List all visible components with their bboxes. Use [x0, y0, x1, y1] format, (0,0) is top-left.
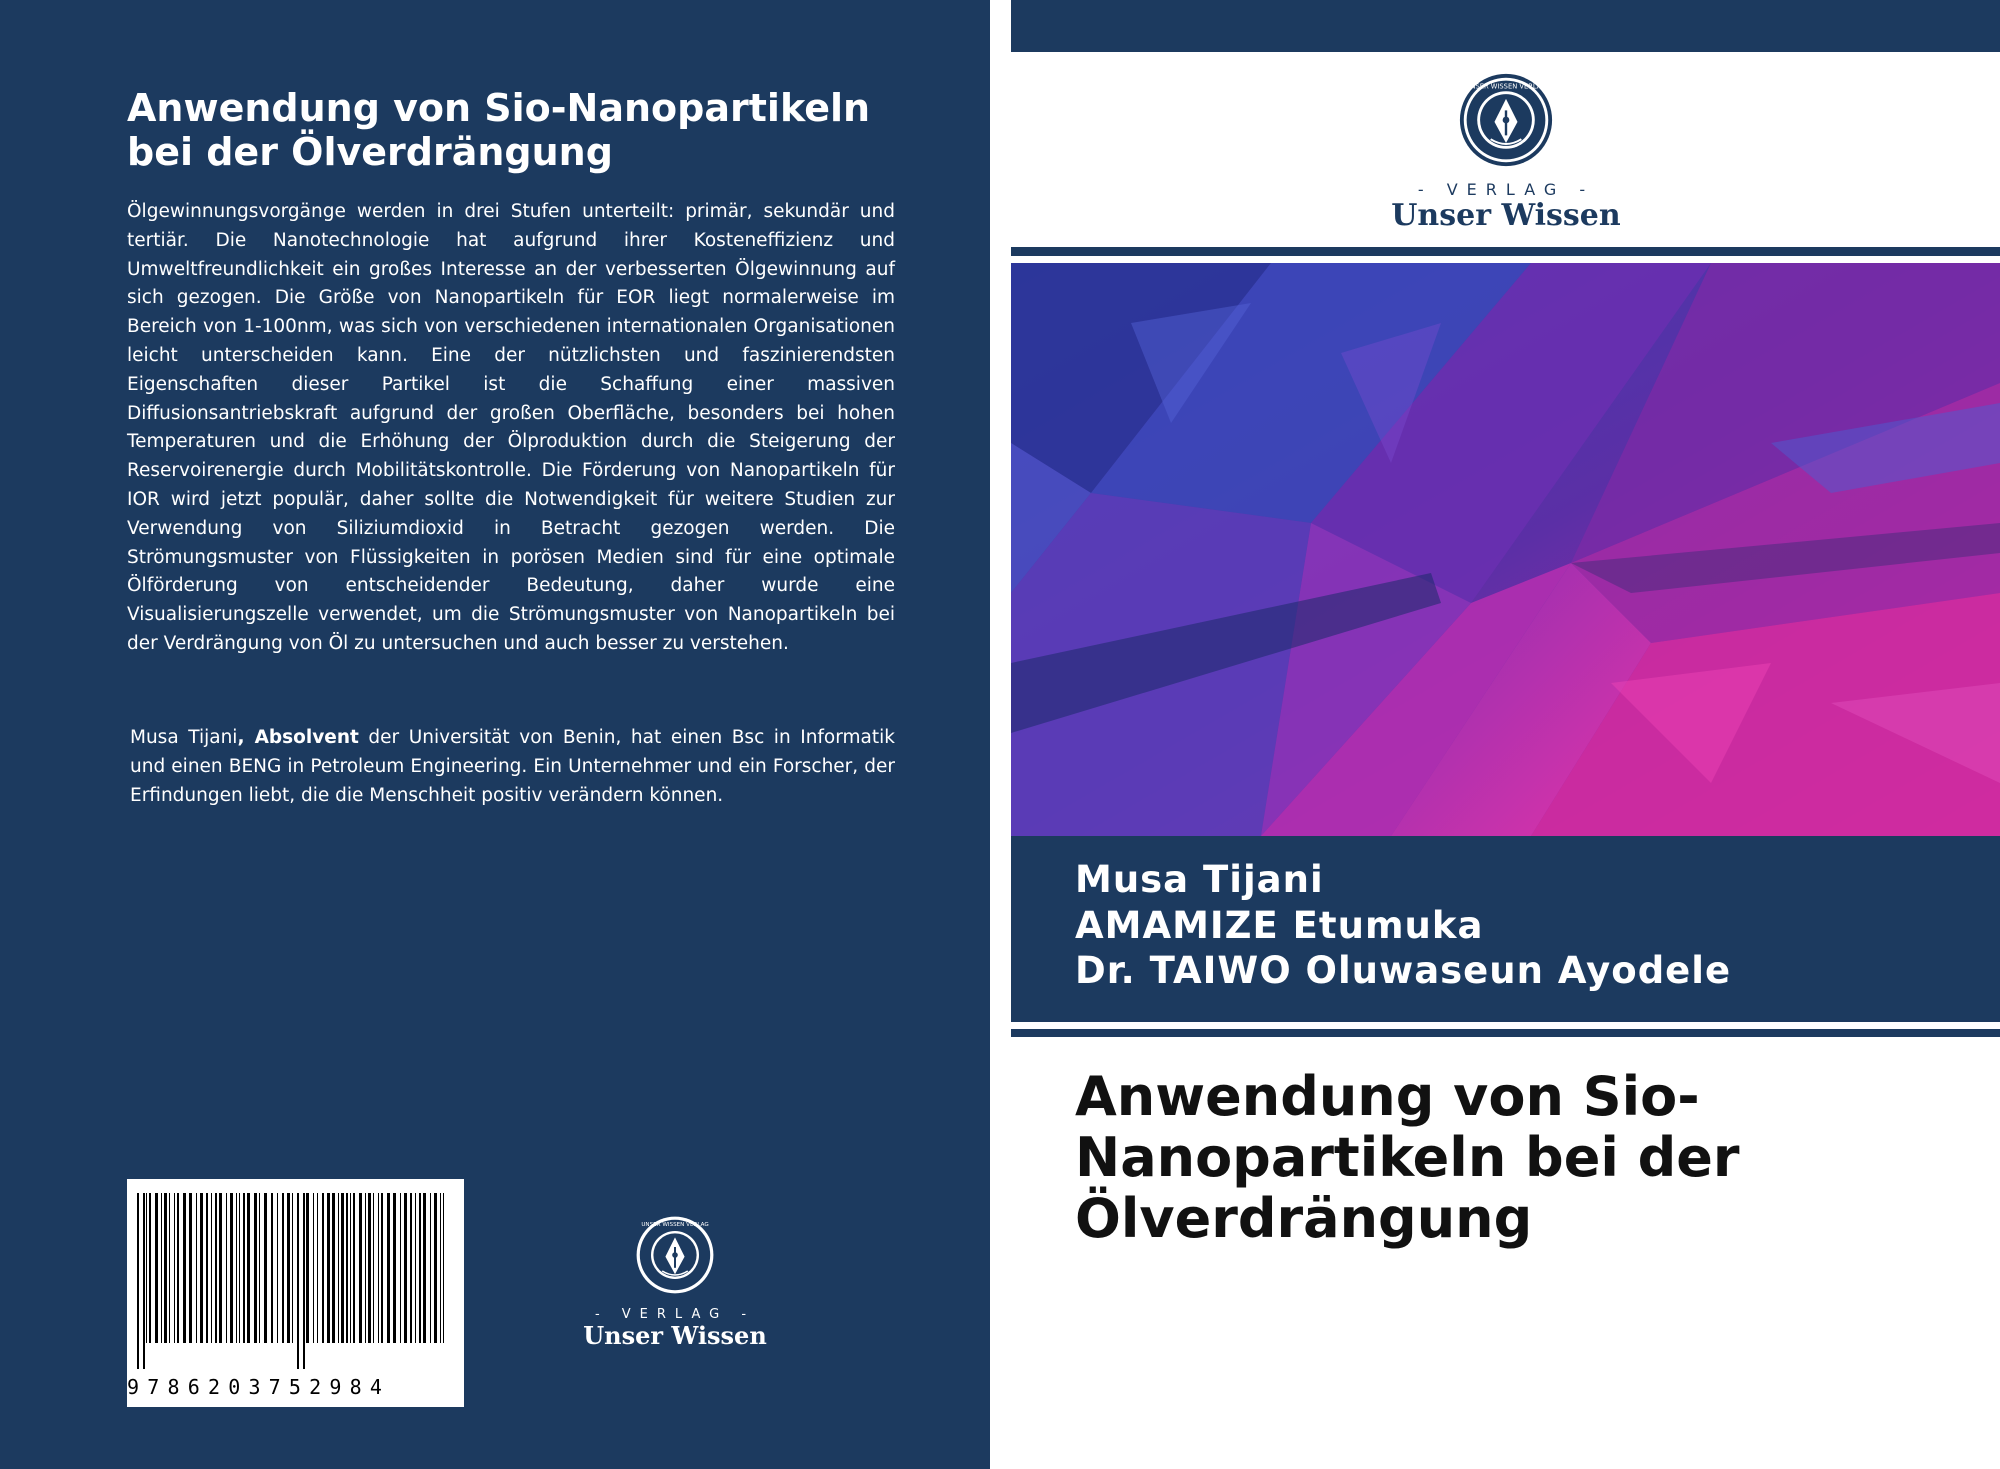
fountain-pen-nib-icon: [1458, 72, 1554, 168]
author-bio-text: der Universität von Benin, hat einen Bsc in Informatik und einen BENG in Petroleum Engineering. Ein Unternehmer und ein Forscher, der Erfindungen liebt, die die Menschheit positiv verändern können.: [130, 727, 895, 806]
barcode-bar: [282, 1193, 284, 1343]
barcode-bar: [211, 1193, 212, 1343]
barcode-bar: [381, 1193, 383, 1343]
barcode-bar: [332, 1193, 335, 1343]
barcode-bar: [350, 1193, 351, 1343]
publisher-logo-front: [1381, 72, 1631, 233]
author-name: AMAMIZE Etumuka: [1075, 904, 1484, 947]
author-bio-name: Musa Tijani: [130, 727, 238, 748]
publisher-brand-name: Unser Wissen: [1391, 198, 1621, 233]
barcode-bar: [164, 1193, 167, 1343]
author-bio-degree: , Absolvent: [237, 727, 359, 748]
barcode-bar: [226, 1193, 227, 1343]
barcode-bar: [146, 1193, 147, 1343]
barcode-bar: [137, 1193, 139, 1369]
front-top-bar: [1011, 0, 2000, 52]
author-name: Musa Tijani: [1075, 858, 1324, 901]
barcode-bar: [359, 1193, 362, 1343]
author-name: Dr. TAIWO Oluwaseun Ayodele: [1075, 949, 1732, 992]
back-cover-title: Anwendung von Sio-Nanopartikeln bei der Ölverdrängung: [127, 86, 871, 174]
barcode-bar: [313, 1193, 314, 1343]
barcode-bar: [327, 1193, 330, 1343]
publisher-brand-name: Unser Wissen: [583, 1321, 767, 1350]
emblem-ring-text: UNSER WISSEN VERLAG: [641, 1222, 709, 1229]
barcode-bar: [365, 1193, 366, 1343]
barcode-bar: [434, 1193, 437, 1343]
isbn-digits: 9786203752984: [127, 1375, 391, 1399]
barcode-bar: [341, 1193, 344, 1343]
barcode-bar: [219, 1193, 222, 1343]
barcode-bar: [287, 1193, 290, 1343]
barcode-bar: [254, 1193, 257, 1343]
front-cover: [1011, 0, 2000, 1469]
barcode-bar: [264, 1193, 267, 1343]
barcode-bar: [206, 1193, 208, 1343]
isbn-barcode: [127, 1179, 464, 1407]
barcode-bar: [196, 1193, 197, 1343]
barcode-bar: [338, 1193, 339, 1343]
publisher-verlag-label: - VERLAG -: [594, 1307, 756, 1322]
barcode-bar: [423, 1193, 426, 1343]
barcode-bar: [271, 1193, 273, 1343]
back-cover: [0, 0, 990, 1469]
barcode-bar: [236, 1193, 237, 1343]
barcode-bar: [177, 1193, 179, 1343]
barcode-bar: [243, 1193, 245, 1343]
barcode-bar: [415, 1193, 416, 1343]
barcode-bar: [155, 1193, 158, 1343]
author-bio: [130, 724, 895, 810]
abstract-triangles-artwork: [1011, 263, 2000, 836]
barcode-bar: [239, 1193, 240, 1343]
fountain-pen-nib-icon: [635, 1215, 715, 1295]
authors-band: [1011, 836, 2000, 1022]
barcode-bar: [174, 1193, 175, 1343]
authors-band-bottom-rule: [1011, 1029, 2000, 1037]
barcode-bar: [200, 1193, 203, 1343]
cover-abstract-image: [1011, 263, 2000, 836]
barcode-bar: [277, 1193, 278, 1343]
barcode-bar: [378, 1193, 379, 1343]
barcode-bar: [292, 1193, 293, 1343]
barcode-bar: [368, 1193, 371, 1343]
barcode-bar: [400, 1193, 401, 1343]
barcode-bar: [169, 1193, 170, 1343]
barcode-bar: [259, 1193, 260, 1343]
barcode-bar: [440, 1193, 441, 1343]
publisher-logo-back: [580, 1215, 770, 1350]
barcode-bar: [353, 1193, 355, 1343]
barcode-bar: [306, 1193, 309, 1343]
barcode-bar: [143, 1193, 145, 1369]
back-cover-blurb: Ölgewinnungsvorgänge werden in drei Stufen unterteilt: primär, sekundär und tertiär. Die Nanotechnologie hat aufgrund ihrer Kosteneffizienz und Umweltfreundlichkeit ein großes Interesse an der verbesserten Ölgewinnung auf sich gezogen. Die Größe von Nanopartikeln für EOR liegt normalerweise im Bereich von 1-100nm, was sich von verschiedenen internationalen Organisationen leicht unterscheiden kann. Eine der nützlichsten und faszinierendsten Eigenschaften dieser Partikel ist die Schaffung einer massiven Diffusionsantriebskraft aufgrund der großen Oberfläche, besonders bei hohen Temperaturen und die Erhöhung der Ölproduktion durch die Steigerung der Reservoirenergie durch Mobilitätskontrolle. Die Förderung von Nanopartikeln für IOR wird jetzt populär, daher sollte die Notwendigkeit für weitere Studien zur Verwendung von Siliziumdioxid in Betracht gezogen werden. Die Strömungsmuster von Flüssigkeiten in porösen Medien sind für eine optimale Ölförderung von entscheidender Bedeutung, daher wurde eine Visualisierungszelle verwendet, um die Strömungsmuster von Nanopartikeln bei der Verdrängung von Öl zu untersuchen und auch besser zu verstehen.: [127, 201, 895, 654]
barcode-bar: [247, 1193, 250, 1343]
barcode-bar: [322, 1193, 324, 1343]
spine: [990, 0, 1011, 1469]
barcode-bar: [443, 1193, 444, 1343]
barcode-bar: [393, 1193, 396, 1343]
barcode-bar: [410, 1193, 412, 1343]
emblem-ring-text: UNSER WISSEN VERLAG: [1465, 82, 1547, 91]
barcode-bar: [404, 1193, 407, 1343]
barcode-bar: [303, 1193, 305, 1369]
front-cover-title: Anwendung von Sio-Nanopartikeln bei der Ölverdrängung: [1075, 1065, 1740, 1250]
barcode-bar: [189, 1193, 192, 1343]
barcode-bar: [215, 1193, 217, 1343]
barcode-bar: [161, 1193, 162, 1343]
barcode-bar: [317, 1193, 318, 1343]
barcode-bar: [387, 1193, 390, 1343]
barcode-bars: [137, 1193, 454, 1369]
publisher-verlag-label: - VERLAG -: [1417, 180, 1595, 199]
barcode-bar: [419, 1193, 421, 1343]
barcode-bar: [346, 1193, 348, 1343]
barcode-bar: [149, 1193, 151, 1343]
barcode-bar: [230, 1193, 233, 1343]
cover-image-top-rule: [1011, 247, 2000, 256]
barcode-bar: [183, 1193, 186, 1343]
barcode-bar: [430, 1193, 431, 1343]
barcode-bar: [373, 1193, 374, 1343]
barcode-bar: [297, 1193, 299, 1369]
